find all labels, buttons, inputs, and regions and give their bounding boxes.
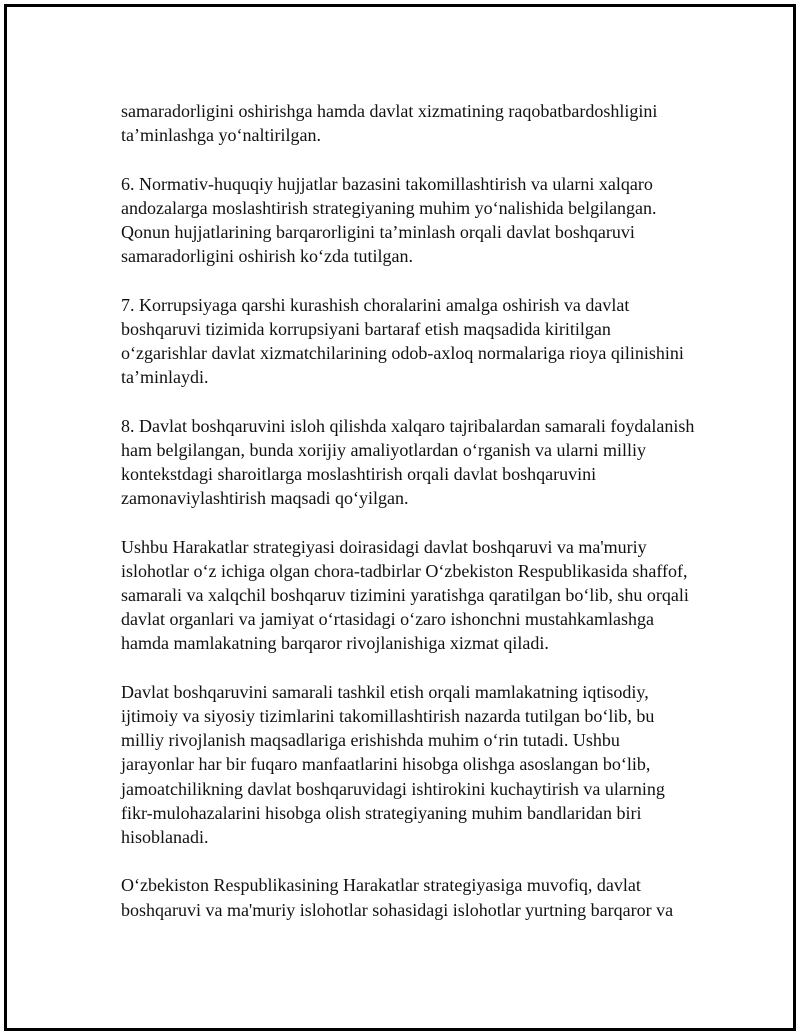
- paragraph-continuation: samaradorligini oshirishga hamda davlat xizmatining raqobatbardoshligini ta’minlashga yo‘naltirilgan.: [121, 101, 658, 146]
- paragraph-item-8: 8. Davlat boshqaruvini isloh qilishda xalqaro tajribalardan samarali foydalanish ham belgilangan, bunda xorijiy amaliyotlardan o‘rganish va ularni milliy kontekstdagi sharoitlarga moslashtirish orqali davlat boshqaruvini zamonaviylashtirish maqsadi qo‘yilgan.: [121, 415, 695, 509]
- document-body: [121, 99, 696, 922]
- page-frame: [4, 4, 796, 1031]
- paragraph-strategy-summary: Ushbu Harakatlar strategiyasi doirasidagi davlat boshqaruvi va ma'muriy islohotlar o‘z ichiga olgan chora-tadbirlar O‘zbekiston Respublikasida shaffof, samarali va xalqchil boshqaruv tizimini yaratishga qaratilgan bo‘lib, shu orqali davlat organlari va jamiyat o‘rtasidagi o‘zaro ishonchni mustahkamlashga hamda mamlakatning barqaror rivojlanishiga xizmat qiladi.: [121, 536, 689, 654]
- paragraph-governance: Davlat boshqaruvini samarali tashkil etish orqali mamlakatning iqtisodiy, ijtimoiy va siyosiy tizimlarini takomillashtirish nazarda tutilgan bo‘lib, bu milliy rivojlanish maqsadlariga erishishda muhim o‘rin tutadi. Ushbu jarayonlar har bir fuqaro manfaatlarini hisobga olishga asoslangan bo‘lib, jamoatchilikning davlat boshqaruvidagi ishtirokini kuchaytirish va ularning fikr-mulohazalarini hisobga olish strategiyaning muhim bandlaridan biri hisoblanadi.: [121, 681, 665, 848]
- paragraph-item-7: 7. Korrupsiyaga qarshi kurashish choralarini amalga oshirish va davlat boshqaruvi tizimida korrupsiyani bartaraf etish maqsadida kiritilgan o‘zgarishlar davlat xizmatchilarining odob-axloq normalariga rioya qilinishini ta’minlaydi.: [121, 294, 684, 388]
- paragraph-conclusion-start: O‘zbekiston Respublikasining Harakatlar strategiyasiga muvofiq, davlat boshqaruvi va ma'muriy islohotlar sohasidagi islohotlar yurtning barqaror va: [121, 875, 674, 920]
- paragraph-item-6: 6. Normativ-huquqiy hujjatlar bazasini takomillashtirish va ularni xalqaro andozalarga moslashtirish strategiyaning muhim yo‘nalishida belgilangan. Qonun hujjatlarining barqarorligini ta’minlash orqali davlat boshqaruvi samaradorligini oshirish ko‘zda tutilgan.: [121, 173, 657, 267]
